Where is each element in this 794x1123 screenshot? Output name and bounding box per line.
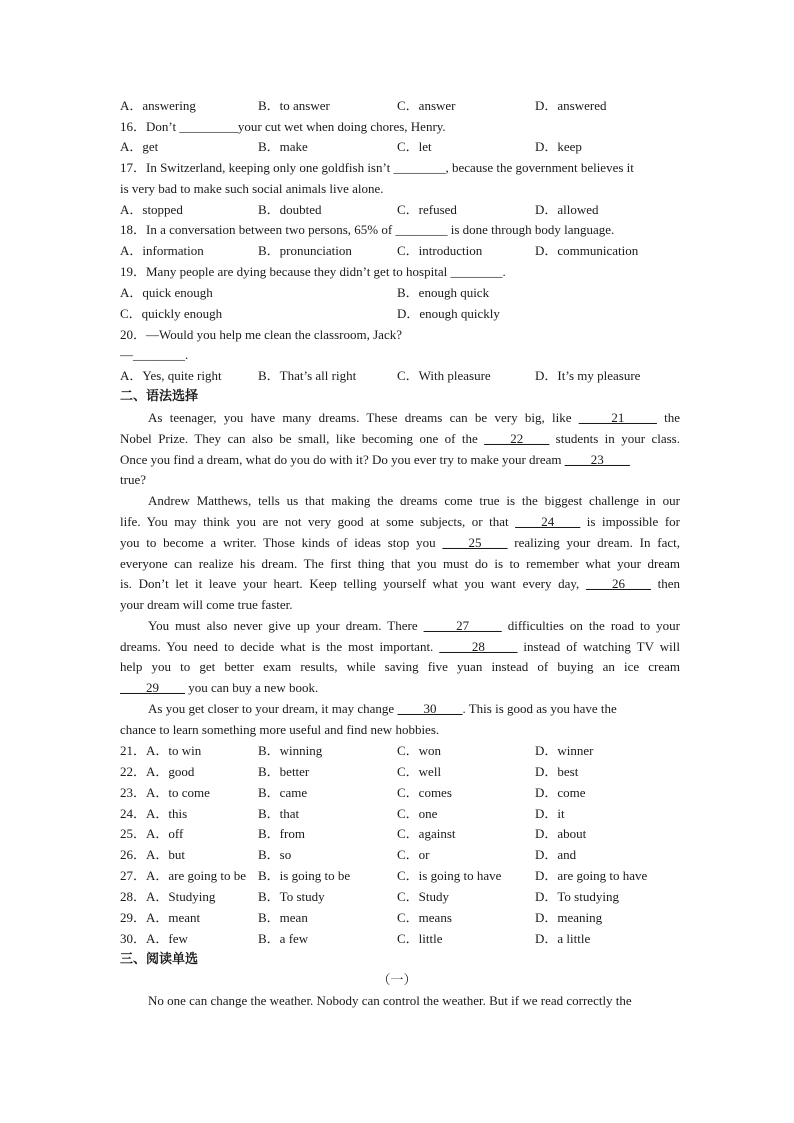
section-title-reading: 三、阅读单选: [120, 952, 199, 967]
option-c[interactable]: C．Study: [397, 889, 450, 904]
q15-options: [120, 96, 680, 117]
option-b[interactable]: B．winning: [258, 743, 323, 758]
passage-line: You must also never give up your dream. There _____27_____ difficulties on the road to your: [148, 618, 680, 633]
grammar-options-row: 26．A．but B．so C．or D．and: [120, 845, 680, 866]
option-c[interactable]: C．well: [397, 764, 442, 779]
option-d[interactable]: D．and: [535, 847, 577, 862]
grammar-options-row: 30．A．few B．a few C．little D．a little: [120, 929, 680, 950]
option-a[interactable]: A．information: [120, 243, 204, 258]
option-b[interactable]: B．That’s all right: [258, 368, 357, 383]
option-b[interactable]: B．better: [258, 764, 310, 779]
option-a[interactable]: A．meant: [146, 910, 201, 925]
option-a[interactable]: A．quick enough: [120, 285, 213, 300]
option-a[interactable]: A．few: [146, 931, 188, 946]
q17-stem-cont: is very bad to make such social animals live alone.: [120, 181, 384, 196]
q17-options: [120, 200, 680, 221]
option-b[interactable]: B．that: [258, 806, 300, 821]
option-a[interactable]: A．to come: [146, 785, 210, 800]
passage-line: As you get closer to your dream, it may change ____30____. This is good as you have the: [148, 701, 617, 716]
option-c[interactable]: C．or: [397, 847, 430, 862]
passage-line: everyone can realize his dream. The first thing that you must do is to remember what your dream: [120, 556, 680, 571]
q20-stem: 20．—Would you help me clean the classroom, Jack?: [120, 327, 402, 342]
q17-stem: 17．In Switzerland, keeping only one goldfish isn’t ________, because the government believes it: [120, 160, 634, 175]
grammar-options-row: 27．A．are going to be B．is going to be C．is going to have D．are going to have: [120, 866, 680, 887]
passage-line: Nobel Prize. They can also be small, like becoming one of the ____22____ students in your class.: [120, 431, 680, 446]
option-b[interactable]: B．make: [258, 139, 308, 154]
option-c[interactable]: C．is going to have: [397, 868, 502, 883]
q19-options-row1: [120, 283, 680, 304]
option-d[interactable]: D．enough quickly: [397, 306, 500, 321]
option-d[interactable]: D．keep: [535, 139, 582, 154]
section-title-grammar: 二、语法选择: [120, 389, 199, 404]
passage-line: dreams. You need to decide what is the most important. _____28_____ instead of watching TV will: [120, 639, 681, 654]
grammar-options-row: 23．A．to come B．came C．comes D．come: [120, 783, 680, 804]
option-b[interactable]: B．mean: [258, 910, 308, 925]
grammar-options-row: 28．A．Studying B．To study C．Study D．To studying: [120, 887, 680, 908]
option-c[interactable]: C．against: [397, 826, 456, 841]
grammar-options-row: 29．A．meant B．mean C．means D．meaning: [120, 908, 680, 929]
passage-label: （一）: [377, 972, 417, 987]
answer-blank[interactable]: _________: [179, 119, 238, 134]
blank-22[interactable]: ____22____: [484, 431, 550, 446]
passage-line: true?: [120, 472, 146, 487]
blank-28[interactable]: _____28_____: [439, 639, 518, 654]
grammar-options-row: 25．A．off B．from C．against D．about: [120, 824, 680, 845]
option-b[interactable]: B．pronunciation: [258, 243, 352, 258]
blank-23[interactable]: ____23____: [564, 452, 630, 467]
blank-29[interactable]: ____29____: [120, 680, 185, 695]
passage-line: help you to get better exam results, while saving five yuan instead of buying an ice cream: [120, 659, 680, 674]
option-b[interactable]: B．from: [258, 826, 305, 841]
option-c[interactable]: C．comes: [397, 785, 452, 800]
option-d[interactable]: D．answered: [535, 98, 607, 113]
blank-26[interactable]: ____26____: [585, 576, 651, 591]
option-c[interactable]: C．one: [397, 806, 438, 821]
option-c[interactable]: C．answer: [397, 98, 456, 113]
passage-line: you to become a writer. Those kinds of ideas stop you ____25____ realizing your dream. In fact,: [120, 535, 680, 550]
option-d[interactable]: D．best: [535, 764, 579, 779]
option-a[interactable]: A．this: [146, 806, 188, 821]
option-b[interactable]: B．a few: [258, 931, 309, 946]
option-a[interactable]: A．off: [146, 826, 184, 841]
option-b[interactable]: B．To study: [258, 889, 325, 904]
option-d[interactable]: D．communication: [535, 243, 639, 258]
q19-options-row2: [120, 304, 680, 325]
option-b[interactable]: B．came: [258, 785, 308, 800]
blank-21[interactable]: _____21_____: [578, 410, 657, 425]
option-d[interactable]: D．winner: [535, 743, 594, 758]
option-d[interactable]: D．about: [535, 826, 587, 841]
q20-options: [120, 366, 680, 387]
option-c[interactable]: C．quickly enough: [120, 306, 223, 321]
q18-options: [120, 241, 680, 262]
option-d[interactable]: D．To studying: [535, 889, 619, 904]
option-c[interactable]: C．introduction: [397, 243, 483, 258]
grammar-options-row: 24．A．this B．that C．one D．it: [120, 804, 680, 825]
option-c[interactable]: C．won: [397, 743, 442, 758]
option-b[interactable]: B．so: [258, 847, 292, 862]
passage-line: life. You may think you are not very good at some subjects, or that ____24____ is impossible for: [120, 514, 681, 529]
option-d[interactable]: D．are going to have: [535, 868, 648, 883]
option-a[interactable]: A．to win: [146, 743, 202, 758]
answer-blank[interactable]: ________: [395, 222, 448, 237]
option-c[interactable]: C．little: [397, 931, 443, 946]
option-d[interactable]: D．come: [535, 785, 586, 800]
option-a[interactable]: A．are going to be: [146, 868, 247, 883]
option-b[interactable]: B．to answer: [258, 98, 330, 113]
option-c[interactable]: C．means: [397, 910, 452, 925]
q18-stem: 18．In a conversation between two persons, 65% of ________ is done through body language.: [120, 222, 615, 237]
q16-stem: 16．Don’t _________your cut wet when doing chores, Henry.: [120, 119, 446, 134]
q20-reply-blank[interactable]: —________.: [120, 347, 189, 362]
passage-line: is. Don’t let it leave your heart. Keep telling yourself what you want every day, ____26____ then: [120, 576, 680, 591]
option-c[interactable]: C．refused: [397, 202, 457, 217]
q19-stem: 19．Many people are dying because they didn’t get to hospital ________.: [120, 264, 506, 279]
option-d[interactable]: D．it: [535, 806, 565, 821]
option-c[interactable]: C．With pleasure: [397, 368, 491, 383]
option-d[interactable]: D．meaning: [535, 910, 603, 925]
answer-blank[interactable]: ________: [393, 160, 446, 175]
option-d[interactable]: D．a little: [535, 931, 591, 946]
passage-line: chance to learn something more useful and find new hobbies.: [120, 722, 440, 737]
grammar-options-row: 21．A．to win B．winning C．won D．winner: [120, 741, 680, 762]
option-c[interactable]: C．let: [397, 139, 432, 154]
option-d[interactable]: D．It’s my pleasure: [535, 368, 641, 383]
option-a[interactable]: A．but: [146, 847, 186, 862]
option-a[interactable]: A．get: [120, 139, 159, 154]
blank-27[interactable]: _____27_____: [423, 618, 502, 633]
passage-line: As teenager, you have many dreams. These dreams can be very big, like _____21_____ the: [148, 410, 680, 425]
option-d[interactable]: D．allowed: [535, 202, 599, 217]
option-a[interactable]: A．good: [146, 764, 195, 779]
option-b[interactable]: B．is going to be: [258, 868, 351, 883]
blank-24[interactable]: ____24____: [515, 514, 581, 529]
option-a[interactable]: A．Studying: [146, 889, 216, 904]
blank-25[interactable]: ____25____: [442, 535, 508, 550]
passage-line: your dream will come true faster.: [120, 597, 293, 612]
reading-line: No one can change the weather. Nobody can control the weather. But if we read correctly the: [148, 993, 632, 1008]
blank-30[interactable]: ____30____: [397, 701, 463, 716]
passage-line: Once you find a dream, what do you do with it? Do you ever try to make your dream ____23____: [120, 452, 630, 467]
option-b[interactable]: B．doubted: [258, 202, 322, 217]
passage-line: Andrew Matthews, tells us that making the dreams come true is the biggest challenge in our: [148, 493, 680, 508]
option-a[interactable]: A．answering: [120, 98, 196, 113]
passage-line: ____29____ you can buy a new book.: [120, 680, 319, 695]
option-a[interactable]: A．stopped: [120, 202, 183, 217]
grammar-options-row: 22．A．good B．better C．well D．best: [120, 762, 680, 783]
q16-options: [120, 137, 680, 158]
answer-blank[interactable]: ________: [450, 264, 503, 279]
option-a[interactable]: A．Yes, quite right: [120, 368, 222, 383]
option-b[interactable]: B．enough quick: [397, 285, 490, 300]
